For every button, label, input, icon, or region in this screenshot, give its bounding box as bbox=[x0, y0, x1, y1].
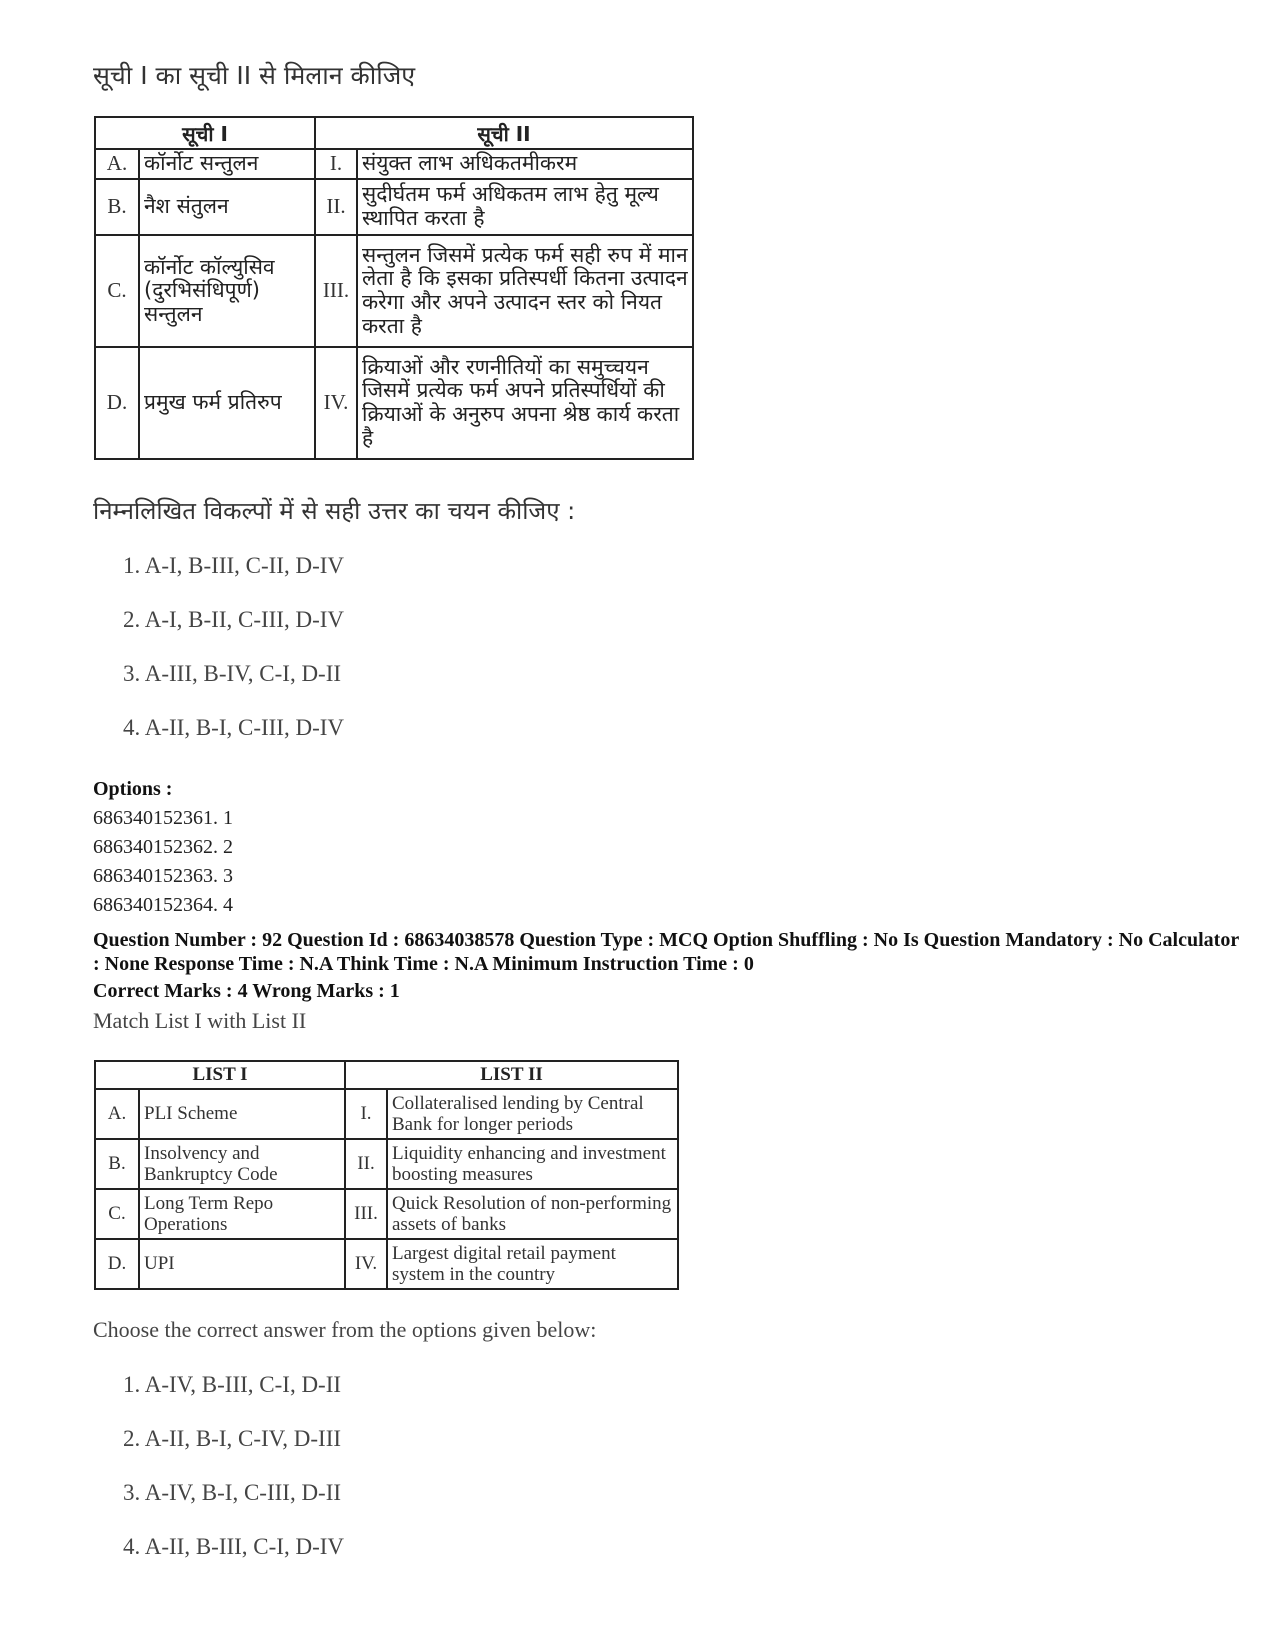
list-ii-item: Largest digital retail payment system in the country bbox=[387, 1239, 678, 1289]
row-key: D. bbox=[95, 1239, 139, 1289]
table-header-row bbox=[95, 1061, 678, 1089]
row-numeral: II. bbox=[315, 179, 357, 235]
answer-choice: 4. A-II, B-I, C-III, D-IV bbox=[123, 715, 344, 740]
answer-choice: 2. A-I, B-II, C-III, D-IV bbox=[123, 607, 344, 632]
table-row bbox=[95, 235, 693, 347]
row-key: C. bbox=[95, 235, 139, 347]
list-ii-item: सुदीर्घतम फर्म अधिकतम लाभ हेतु मूल्य स्थापित करता है bbox=[357, 179, 693, 235]
list-i-header: LIST I bbox=[95, 1061, 345, 1089]
answer-choice: 4. A-II, B-III, C-I, D-IV bbox=[123, 1534, 344, 1559]
row-numeral: I. bbox=[345, 1089, 387, 1139]
answer-choice: 1. A-IV, B-III, C-I, D-II bbox=[123, 1372, 342, 1397]
row-key: C. bbox=[95, 1189, 139, 1239]
options-label: Options : bbox=[93, 778, 173, 800]
list-i-item: प्रमुख फर्म प्रतिरुप bbox=[139, 347, 315, 459]
list-ii-item: Collateralised lending by Central Bank for longer periods bbox=[387, 1089, 678, 1139]
question-prompt: Match List I with List II bbox=[93, 1008, 307, 1033]
row-key: B. bbox=[95, 1139, 139, 1189]
table-header-row bbox=[95, 117, 693, 149]
row-numeral: II. bbox=[345, 1139, 387, 1189]
list-ii-item: Quick Resolution of non-performing assets of banks bbox=[387, 1189, 678, 1239]
row-key: A. bbox=[95, 149, 139, 179]
list-i-header: सूची I bbox=[95, 117, 315, 149]
answer-choices bbox=[123, 1372, 344, 1588]
options-block bbox=[93, 775, 233, 920]
table-row bbox=[95, 1139, 678, 1189]
choose-instruction: निम्नलिखित विकल्पों में से सही उत्तर का चयन कीजिए : bbox=[93, 497, 576, 525]
row-key: B. bbox=[95, 179, 139, 235]
list-i-item: Long Term Repo Operations bbox=[139, 1189, 345, 1239]
table-row bbox=[95, 347, 693, 459]
option-id: 686340152361. 1 bbox=[93, 807, 233, 829]
list-ii-header: LIST II bbox=[345, 1061, 678, 1089]
match-table bbox=[94, 1060, 679, 1290]
list-i-item: कॉर्नोट सन्तुलन bbox=[139, 149, 315, 179]
table-row bbox=[95, 1239, 678, 1289]
list-i-item: PLI Scheme bbox=[139, 1089, 345, 1139]
question-prompt: सूची I का सूची II से मिलान कीजिए bbox=[93, 61, 416, 90]
list-ii-item: संयुक्त लाभ अधिकतमीकरम bbox=[357, 149, 693, 179]
row-numeral: I. bbox=[315, 149, 357, 179]
row-numeral: III. bbox=[345, 1189, 387, 1239]
table-row bbox=[95, 1089, 678, 1139]
choose-instruction: Choose the correct answer from the options given below: bbox=[93, 1317, 597, 1342]
answer-choice: 1. A-I, B-III, C-II, D-IV bbox=[123, 553, 344, 578]
table-row bbox=[95, 179, 693, 235]
list-i-item: कॉर्नोट कॉल्युसिव (दुरभिसंधिपूर्ण) सन्तुलन bbox=[139, 235, 315, 347]
list-ii-header: सूची II bbox=[315, 117, 693, 149]
option-id: 686340152363. 3 bbox=[93, 865, 233, 887]
list-i-item: नैश संतुलन bbox=[139, 179, 315, 235]
row-numeral: IV. bbox=[345, 1239, 387, 1289]
list-i-item: UPI bbox=[139, 1239, 345, 1289]
match-table bbox=[94, 116, 694, 460]
option-id: 686340152362. 2 bbox=[93, 836, 233, 858]
answer-choice: 3. A-IV, B-I, C-III, D-II bbox=[123, 1480, 342, 1505]
row-key: A. bbox=[95, 1089, 139, 1139]
list-i-item: Insolvency and Bankruptcy Code bbox=[139, 1139, 345, 1189]
row-key: D. bbox=[95, 347, 139, 459]
table-row bbox=[95, 1189, 678, 1239]
answer-choice: 2. A-II, B-I, C-IV, D-III bbox=[123, 1426, 342, 1451]
answer-choice: 3. A-III, B-IV, C-I, D-II bbox=[123, 661, 342, 686]
list-ii-item: क्रियाओं और रणनीतियों का समुच्चयन जिसमें प्रत्येक फर्म अपने प्रतिस्पर्धियों की क्रियाओं के अनुरुप अपना श्रेष्ठ कार्य करता है bbox=[357, 347, 693, 459]
question-info: Question Number : 92 Question Id : 68634038578 Question Type : MCQ Option Shuffling : No Is Question Mandatory : No Calculator : None Response Time : N.A Think Time : N.A Minimum Instruction Time : 0 bbox=[93, 929, 1239, 975]
table-row bbox=[95, 149, 693, 179]
list-ii-item: Liquidity enhancing and investment boosting measures bbox=[387, 1139, 678, 1189]
answer-choices bbox=[123, 553, 344, 769]
row-numeral: III. bbox=[315, 235, 357, 347]
question-marks: Correct Marks : 4 Wrong Marks : 1 bbox=[93, 980, 400, 1002]
list-ii-item: सन्तुलन जिसमें प्रत्येक फर्म सही रुप में मान लेता है कि इसका प्रतिस्पर्धी कितना उत्पादन करेगा और अपने उत्पादन स्तर को नियत करता है bbox=[357, 235, 693, 347]
row-numeral: IV. bbox=[315, 347, 357, 459]
option-id: 686340152364. 4 bbox=[93, 894, 233, 916]
